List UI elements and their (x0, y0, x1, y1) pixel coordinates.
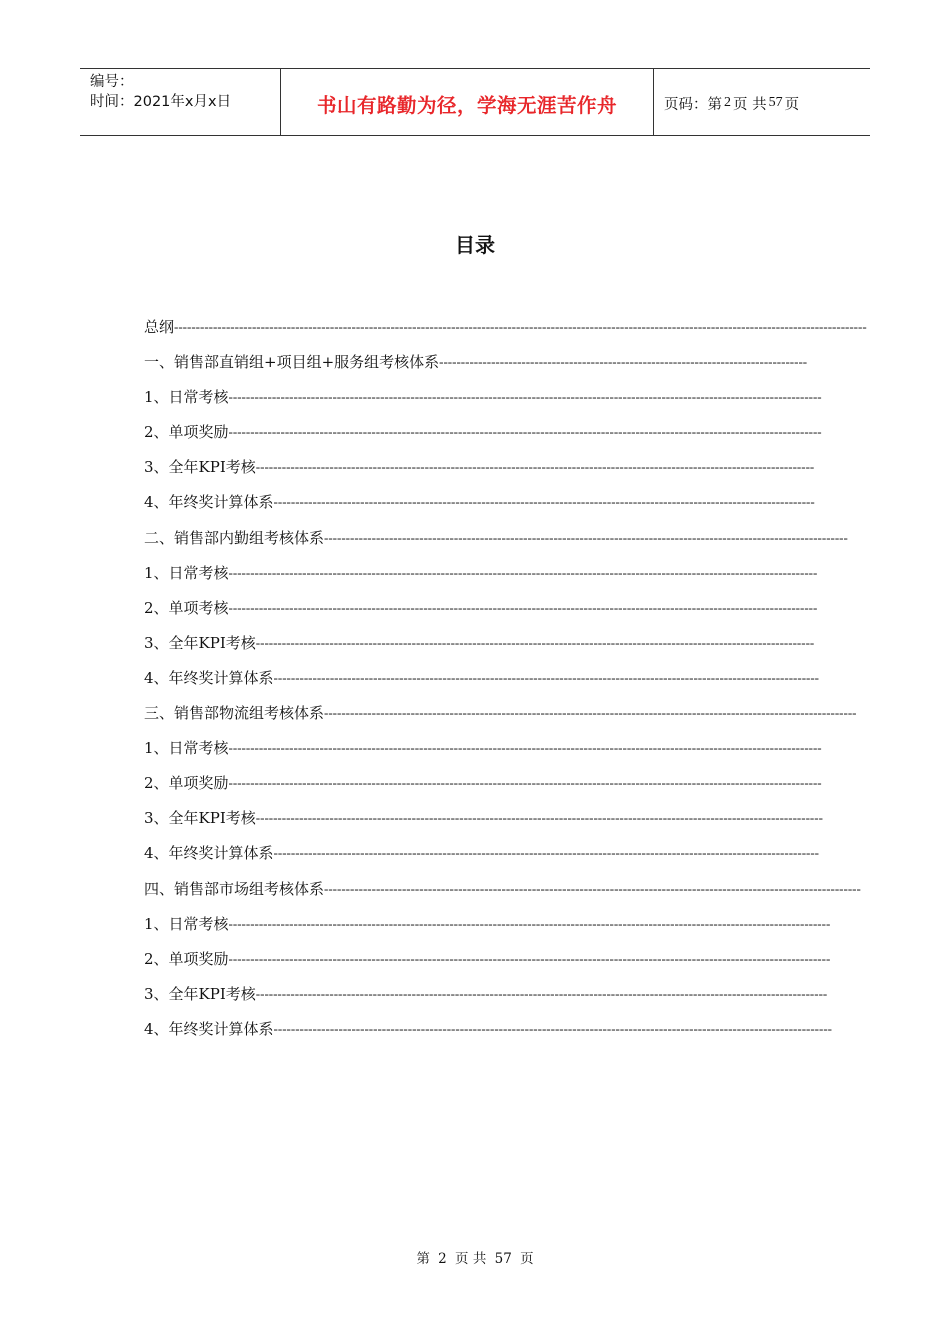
toc-entry[interactable] (144, 385, 822, 420)
toc-entry-label: 总纲 (144, 318, 175, 336)
toc-entry-label: 2、单项奖励 (144, 774, 229, 793)
toc-entry-label: 2、单项奖励 (144, 949, 229, 968)
header-page-prefix: 页码：第 (664, 96, 722, 113)
toc-leader-dashes: ------------------------------------------------------------------------------------------------------------------------- (324, 529, 848, 545)
toc-list (144, 315, 867, 1052)
toc-entry[interactable] (144, 596, 818, 631)
toc-entry-label: 3、全年KPI考核 (144, 809, 256, 828)
toc-leader-dashes: --------------------------------------------------------------------------------------------------------------------------------- (255, 634, 815, 650)
header-motto: 书山有路勤为径，学海无涯苦作舟 (316, 94, 617, 117)
toc-entry-label: 2、单项奖励 (144, 423, 229, 442)
toc-entry-label: 1、日常考核 (144, 563, 229, 582)
footer-current: 2 (438, 1251, 447, 1267)
toc-entry-label: 3、全年KPI考核 (144, 458, 256, 477)
toc-leader-dashes: ------------------------------------------------------------------------------------------------------------------------------------ (255, 985, 828, 1001)
header-number-label: 编号： (90, 74, 134, 90)
toc-title: 目录 (455, 233, 495, 257)
header-meta-cell (80, 69, 281, 135)
page-footer (0, 1247, 950, 1267)
toc-entry[interactable] (144, 701, 857, 736)
footer-mid: 页 共 (455, 1251, 487, 1267)
toc-leader-dashes: --------------------------------------------------------------------------------------------------------------------------- (324, 705, 857, 721)
toc-leader-dashes: ------------------------------------------------------------------------------------------------------------------------------------------- (228, 950, 831, 966)
header-page-current: 2 (724, 95, 731, 110)
toc-entry[interactable] (144, 982, 828, 1017)
toc-entry[interactable] (144, 420, 822, 455)
toc-leader-dashes: ---------------------------------------------------------------------------------------------------------------------------- (324, 880, 861, 896)
footer-total: 57 (494, 1251, 512, 1267)
toc-leader-dashes: ------------------------------------------------------------------------------------------------------------------------------ (273, 845, 820, 861)
header-time-label: 时间：2021年x月x日 (90, 94, 232, 110)
toc-entry-label: 1、日常考核 (144, 739, 229, 758)
header-page-total: 57 (768, 95, 783, 110)
toc-entry[interactable] (144, 526, 848, 561)
header-page-mid: 页 共 (733, 96, 767, 113)
toc-leader-dashes: ----------------------------------------------------------------------------------------------------------------------------------------- (228, 740, 822, 756)
toc-entry[interactable] (144, 350, 808, 385)
toc-entry[interactable] (144, 1017, 833, 1052)
toc-leader-dashes: ------------------------------------------------------------------------------------- (439, 354, 808, 370)
header-motto-cell (281, 69, 654, 135)
toc-entry-label: 四、销售部市场组考核体系 (144, 879, 325, 898)
toc-leader-dashes: --------------------------------------------------------------------------------------------------------------------------------- (273, 1020, 833, 1036)
toc-entry[interactable] (144, 771, 822, 806)
footer-suffix: 页 (520, 1251, 534, 1267)
toc-entry-label: 三、销售部物流组考核体系 (144, 704, 325, 723)
toc-entry-label: 1、日常考核 (144, 914, 229, 933)
toc-entry[interactable] (144, 841, 820, 876)
toc-entry[interactable] (144, 561, 818, 596)
toc-entry[interactable] (144, 666, 820, 701)
toc-leader-dashes: ------------------------------------------------------------------------------------------------------------------------------ (273, 669, 820, 685)
toc-entry-label: 二、销售部内勤组考核体系 (144, 528, 325, 547)
toc-entry[interactable] (144, 631, 815, 666)
toc-entry[interactable] (144, 490, 815, 525)
toc-entry[interactable] (144, 315, 867, 350)
toc-entry-label: 4、年终奖计算体系 (144, 493, 274, 512)
footer-prefix: 第 (416, 1251, 430, 1267)
toc-entry-label: 4、年终奖计算体系 (144, 1019, 274, 1038)
toc-entry-label: 2、单项考核 (144, 598, 229, 617)
toc-entry[interactable] (144, 877, 861, 912)
toc-leader-dashes: ---------------------------------------------------------------------------------------------------------------------------------------------------------------- (174, 319, 867, 334)
page-header (80, 68, 870, 136)
toc-entry[interactable] (144, 806, 823, 841)
toc-leader-dashes: ---------------------------------------------------------------------------------------------------------------------------------------- (228, 564, 818, 580)
toc-leader-dashes: ---------------------------------------------------------------------------------------------------------------------------------------- (228, 599, 818, 615)
toc-entry-label: 一、销售部直销组+项目组+服务组考核体系 (144, 353, 440, 372)
toc-entry[interactable] (144, 736, 822, 771)
toc-leader-dashes: --------------------------------------------------------------------------------------------------------------------------------- (255, 459, 815, 475)
toc-entry-label: 3、全年KPI考核 (144, 633, 256, 652)
toc-leader-dashes: ----------------------------------------------------------------------------------------------------------------------------- (273, 494, 815, 510)
header-page-suffix: 页 (784, 96, 800, 113)
toc-entry-label: 4、年终奖计算体系 (144, 844, 274, 863)
toc-leader-dashes: ----------------------------------------------------------------------------------------------------------------------------------------- (228, 389, 822, 405)
toc-entry-label: 3、全年KPI考核 (144, 984, 256, 1003)
toc-entry[interactable] (144, 947, 831, 982)
header-page-cell (654, 69, 870, 135)
toc-leader-dashes: ----------------------------------------------------------------------------------------------------------------------------------------- (228, 424, 822, 440)
toc-entry-label: 1、日常考核 (144, 388, 229, 407)
toc-entry[interactable] (144, 912, 831, 947)
toc-entry[interactable] (144, 455, 815, 490)
toc-leader-dashes: ----------------------------------------------------------------------------------------------------------------------------------- (255, 810, 823, 826)
toc-entry-label: 4、年终奖计算体系 (144, 668, 274, 687)
toc-leader-dashes: ----------------------------------------------------------------------------------------------------------------------------------------- (228, 775, 822, 791)
toc-leader-dashes: ------------------------------------------------------------------------------------------------------------------------------------------- (228, 915, 831, 931)
